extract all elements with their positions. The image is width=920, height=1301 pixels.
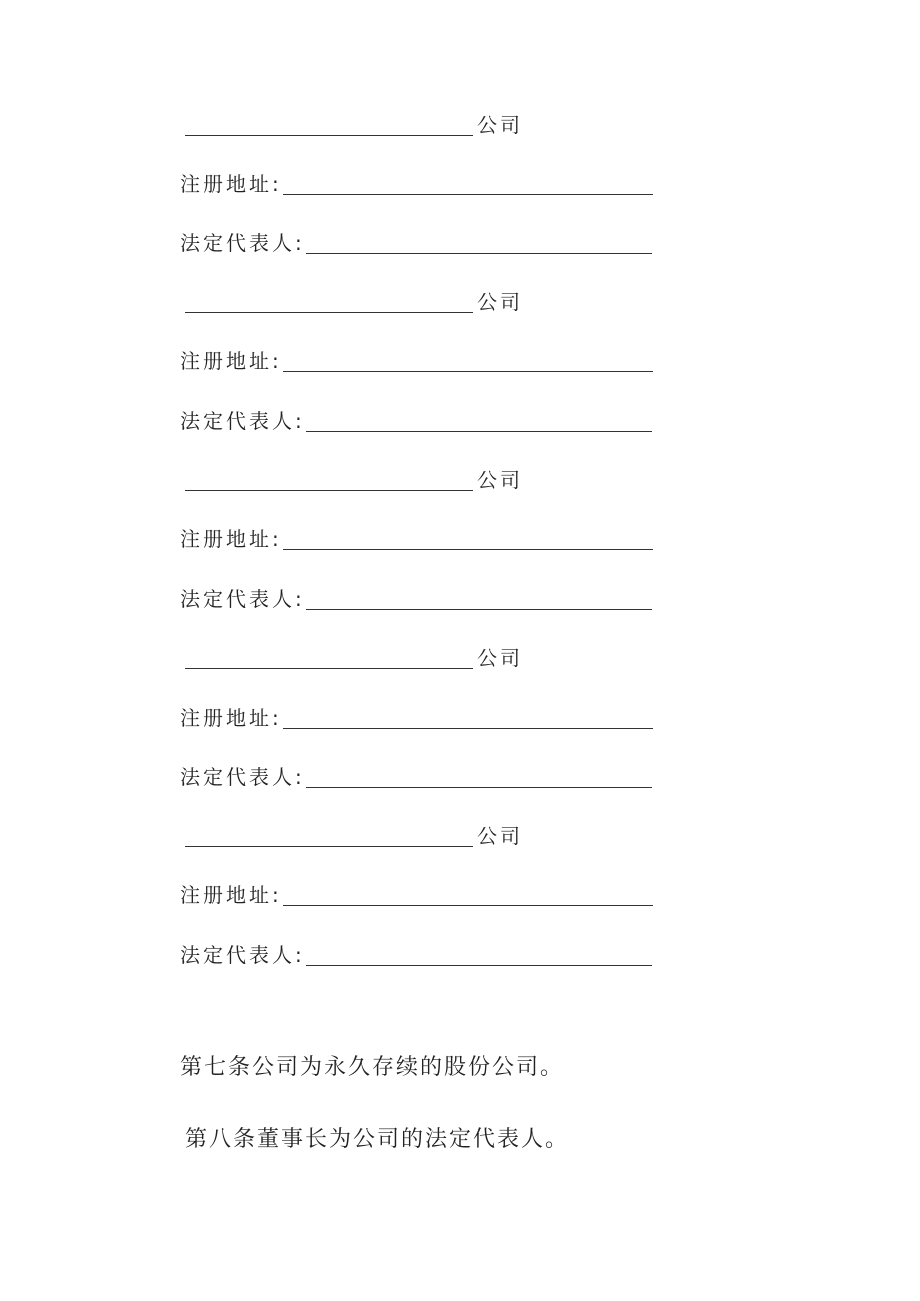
legal-representative-label: 法定代表人: (180, 765, 305, 789)
company-suffix: 公司 (477, 290, 523, 314)
registered-address-blank[interactable] (283, 349, 653, 372)
company-suffix: 公司 (477, 468, 523, 492)
company-name-line (185, 107, 523, 137)
registered-address-label: 注册地址: (180, 706, 282, 730)
legal-representative-blank[interactable] (306, 231, 652, 254)
registered-address-label: 注册地址: (180, 172, 282, 196)
article-7: 第七条公司为永久存续的股份公司。 (180, 1055, 565, 1080)
legal-representative-blank[interactable] (306, 409, 652, 432)
registered-address-label: 注册地址: (180, 527, 282, 551)
registered-address-label: 注册地址: (180, 349, 282, 373)
registered-address-blank[interactable] (283, 706, 653, 729)
company-suffix: 公司 (477, 113, 523, 137)
company-suffix: 公司 (477, 824, 523, 848)
company-name-line (185, 640, 523, 670)
registered-address-blank[interactable] (283, 172, 653, 195)
company-name-line (185, 284, 523, 314)
legal-representative-line (180, 937, 652, 967)
legal-representative-line (180, 581, 652, 611)
legal-representative-line (180, 403, 652, 433)
company-name-blank[interactable] (185, 646, 473, 669)
company-name-line (185, 462, 523, 492)
company-name-blank[interactable] (185, 468, 473, 491)
legal-representative-label: 法定代表人: (180, 587, 305, 611)
company-name-line (185, 818, 523, 848)
legal-representative-line (180, 225, 652, 255)
company-name-blank[interactable] (185, 824, 473, 847)
registered-address-blank[interactable] (283, 527, 653, 550)
registered-address-line (180, 343, 653, 373)
registered-address-line (180, 521, 653, 551)
article-8: 第八条董事长为公司的法定代表人。 (185, 1127, 570, 1152)
company-suffix: 公司 (477, 646, 523, 670)
legal-representative-blank[interactable] (306, 587, 652, 610)
registered-address-blank[interactable] (283, 883, 653, 906)
legal-representative-blank[interactable] (306, 943, 652, 966)
registered-address-line (180, 877, 653, 907)
legal-representative-label: 法定代表人: (180, 943, 305, 967)
registered-address-line (180, 700, 653, 730)
legal-representative-label: 法定代表人: (180, 409, 305, 433)
registered-address-label: 注册地址: (180, 883, 282, 907)
legal-representative-line (180, 759, 652, 789)
registered-address-line (180, 166, 653, 196)
company-name-blank[interactable] (185, 290, 473, 313)
legal-representative-label: 法定代表人: (180, 231, 305, 255)
company-name-blank[interactable] (185, 113, 473, 136)
legal-representative-blank[interactable] (306, 765, 652, 788)
